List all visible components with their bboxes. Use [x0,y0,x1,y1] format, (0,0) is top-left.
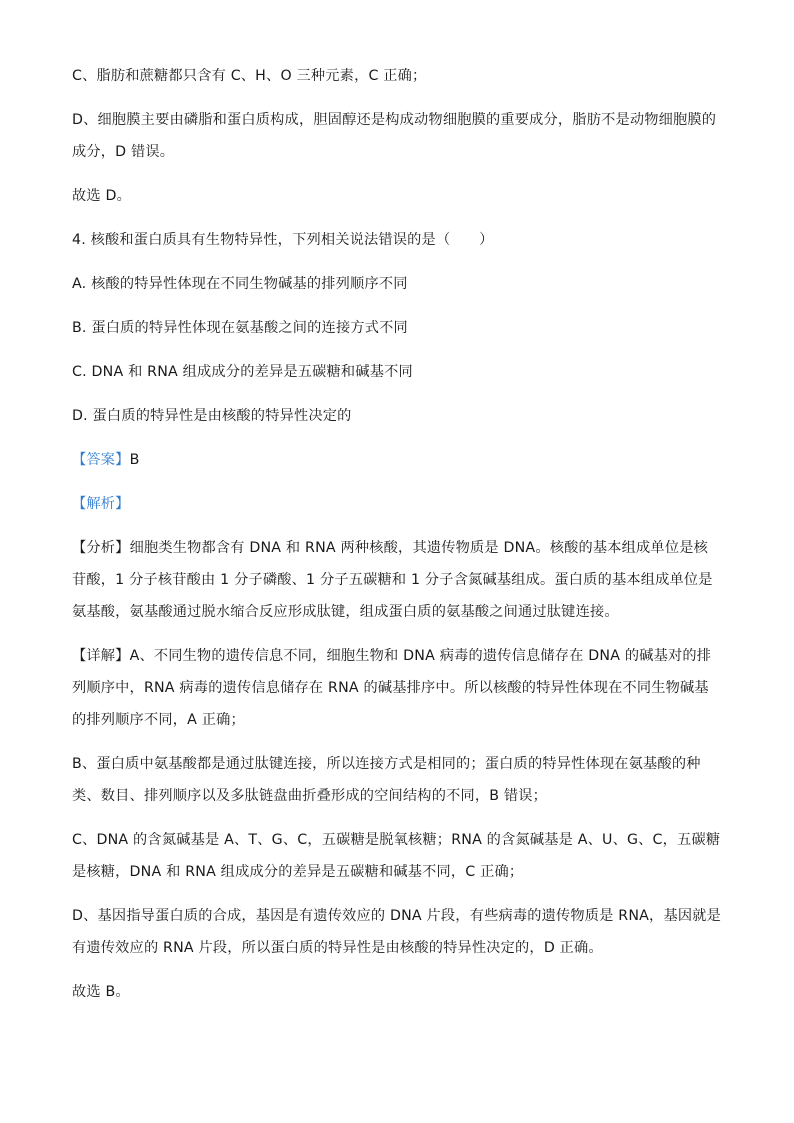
prev-option-d-explanation: D、细胞膜主要由磷脂和蛋白质构成，胆固醇还是构成动物细胞膜的重要成分，脂肪不是动物细胞膜的成分，D 错误。 [72,112,717,160]
answer-line [72,444,722,476]
xiangjie-a-text: A、不同生物的遗传信息不同，细胞生物和 DNA 病毒的遗传信息储存在 DNA 的碱基对的排列顺序中，RNA 病毒的遗传信息储存在 RNA 的碱基排序中。所以核酸的特异性体现在不同生物碱基的排列顺序不同，A 正确； [72,648,712,728]
prev-option-c-explanation: C、脂肪和蔗糖都只含有 C、H、O 三种元素，C 正确； [72,68,427,84]
analysis-heading [72,488,722,520]
option-d: D. 蛋白质的特异性是由核酸的特异性决定的 [72,408,352,424]
prev-final-choice: 故选 D。 [72,188,131,204]
answer-tag: 【答案】 [72,452,130,468]
fenxi-text: 细胞类生物都含有 DNA 和 RNA 两种核酸，其遗传物质是 DNA。核酸的基本组成单位是核苷酸，1 分子核苷酸由 1 分子磷酸、1 分子五碳糖和 1 分子含氮碱基组成。蛋白质的基本组成单位是氨基酸，氨基酸通过脱水缩合反应形成肽键，组成蛋白质的氨基酸之间通过肽键连接。 [72,540,713,620]
xiangjie-paragraph-a [72,640,722,736]
document-page [72,60,722,1020]
option-a: A. 核酸的特异性体现在不同生物碱基的排列顺序不同 [72,276,408,292]
fenxi-tag: 【分析】 [72,540,130,556]
xiangjie-paragraph-b: B、蛋白质中氨基酸都是通过肽键连接，所以连接方式是相同的；蛋白质的特异性体现在氨基酸的种类、数目、排列顺序以及多肽链盘曲折叠形成的空间结构的不同，B 错误； [72,756,701,804]
answer-value: B [129,452,140,468]
final-choice: 故选 B。 [72,984,130,1000]
analysis-tag: 【解析】 [72,496,130,512]
option-b: B. 蛋白质的特异性体现在氨基酸之间的连接方式不同 [72,320,408,336]
xiangjie-paragraph-c: C、DNA 的含氮碱基是 A、T、G、C，五碳糖是脱氧核糖；RNA 的含氮碱基是 A、U、G、C，五碳糖是核糖，DNA 和 RNA 组成成分的差异是五碳糖和碱基不同，C 正确； [72,832,721,880]
xiangjie-paragraph-d: D、基因指导蛋白质的合成，基因是有遗传效应的 DNA 片段，有些病毒的遗传物质是 RNA，基因就是有遗传效应的 RNA 片段，所以蛋白质的特异性是由核酸的特异性决定的，D 正确。 [72,908,721,956]
option-c: C. DNA 和 RNA 组成成分的差异是五碳糖和碱基不同 [72,364,413,380]
question-stem: 4. 核酸和蛋白质具有生物特异性，下列相关说法错误的是（ ） [72,232,494,248]
xiangjie-tag: 【详解】 [72,648,130,664]
fenxi-paragraph [72,532,722,628]
